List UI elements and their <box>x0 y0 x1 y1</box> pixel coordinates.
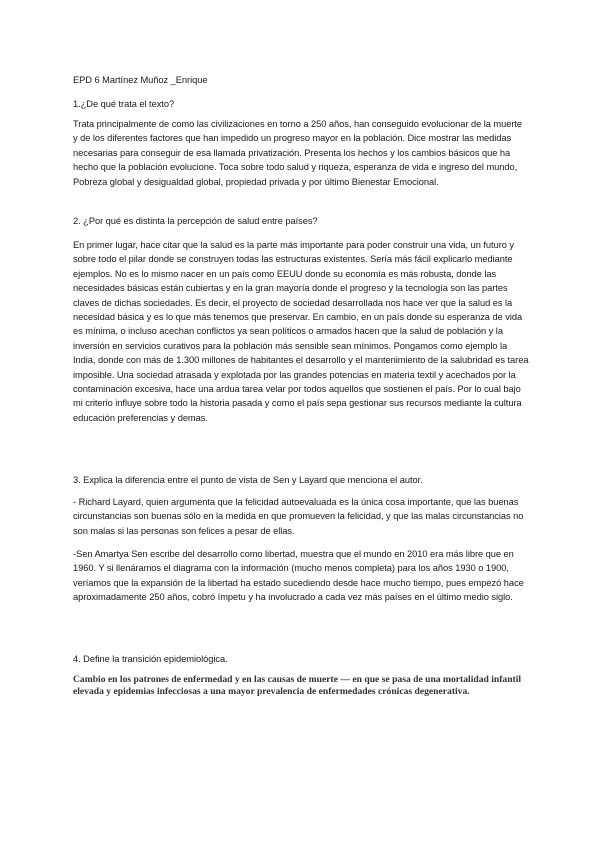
question-2-answer: En primer lugar, hace citar que la salud es la parte más importante para poder construir una vida, un futuro y sobre todo el pilar donde se construyen todas las estructuras existentes. Sería más fácil explicarlo mediante ejemplos. No es lo mismo nacer en un país como EEUU donde su economía es más robusta, donde las necesidades básicas están cubiertas y en la gran mayoría donde el progreso y la tecnología son las partes claves de dichas sociedades. Es decir, el proyecto de sociedad desarrollada nos hace ver que la salud es la necesidad básica y es lo que más tenemos que preservar. En cambio, en un país donde su esperanza de vida es mínima, o incluso acechan conflictos ya sean políticos o armados hacen que la salud de población y la inversión en servicios curativos para la población más sensible sean mínimos. Pongamos como ejemplo la India, donde con más de 1.300 millones de habitantes el desarrollo y el mantenimiento de la salubridad es tarea imposible. Una sociedad atrasada y explotada por las grandes potencias en materia textil y acechados por la contaminación excesiva, hace una ardua tarea velar por todos aquellos que sostienen el país. Por lo cual bajo mi criterio influye sobre todo la historia pasada y como el país sepa gestionar sus recursos mediante la cultura educación preferencias y demas. <box>73 240 529 423</box>
question-3-title: 3. Explica la diferencia entre el punto de vista de Sen y Layard que menciona el autor. <box>73 475 423 485</box>
question-3-answer-sen: -Sen Amartya Sen escribe del desarrollo como libertad, muestra que el mundo en 2010 era más libre que en 1960. Y si llenáramos el diagrama con la información (mucho menos completa) para los años 1930 o 1900, veríamos que la expansión de la libertad ha estado sucediendo desde hace mucho tiempo, pues empezó hace aproximadamente 250 años, cobró ímpetu y ha involucrado a cada vez más países en el último medio siglo. <box>73 549 524 603</box>
document-header: EPD 6 Martínez Muñoz _Enrique <box>73 75 208 85</box>
question-2-title: 2. ¿Por qué es distinta la percepción de salud entre países? <box>73 216 318 226</box>
question-4-title: 4. Define la transición epidemiológica. <box>73 654 228 664</box>
question-1-answer: Trata principalmente de como las civilizaciones en torno a 250 años, han conseguido evolucionar de la muerte y de los diferentes factores que han impedido un progreso mayor en la población. Dice mostrar las medidas necesarias para conseguir de esa llamada privatización. Presenta los hechos y los cambios básicos que ha hecho que la población evolucione. Toca sobre todo salud y riqueza, esperanza de vida e ingreso del mundo, Pobreza global y desigualdad global, propiedad privada y por último Bienestar Emocional. <box>73 119 523 187</box>
question-1-title: 1.¿De qué trata el texto? <box>73 99 175 109</box>
question-4-answer: Cambio en los patrones de enfermedad y en las causas de muerte — en que se pasa de una mortalidad infantil elevada y epidemias infecciosas a una mayor prevalencia de enfermedades crónicas degenerativa. <box>73 674 522 697</box>
question-3-answer-layard: - Richard Layard, quien argumenta que la felicidad autoevaluada es la única cosa importante, que las buenas circunstancias son buenas sólo en la medida en que promueven la felicidad, y que las malas circunstancias no son malas si las personas son felices a pesar de ellas. <box>73 497 524 536</box>
